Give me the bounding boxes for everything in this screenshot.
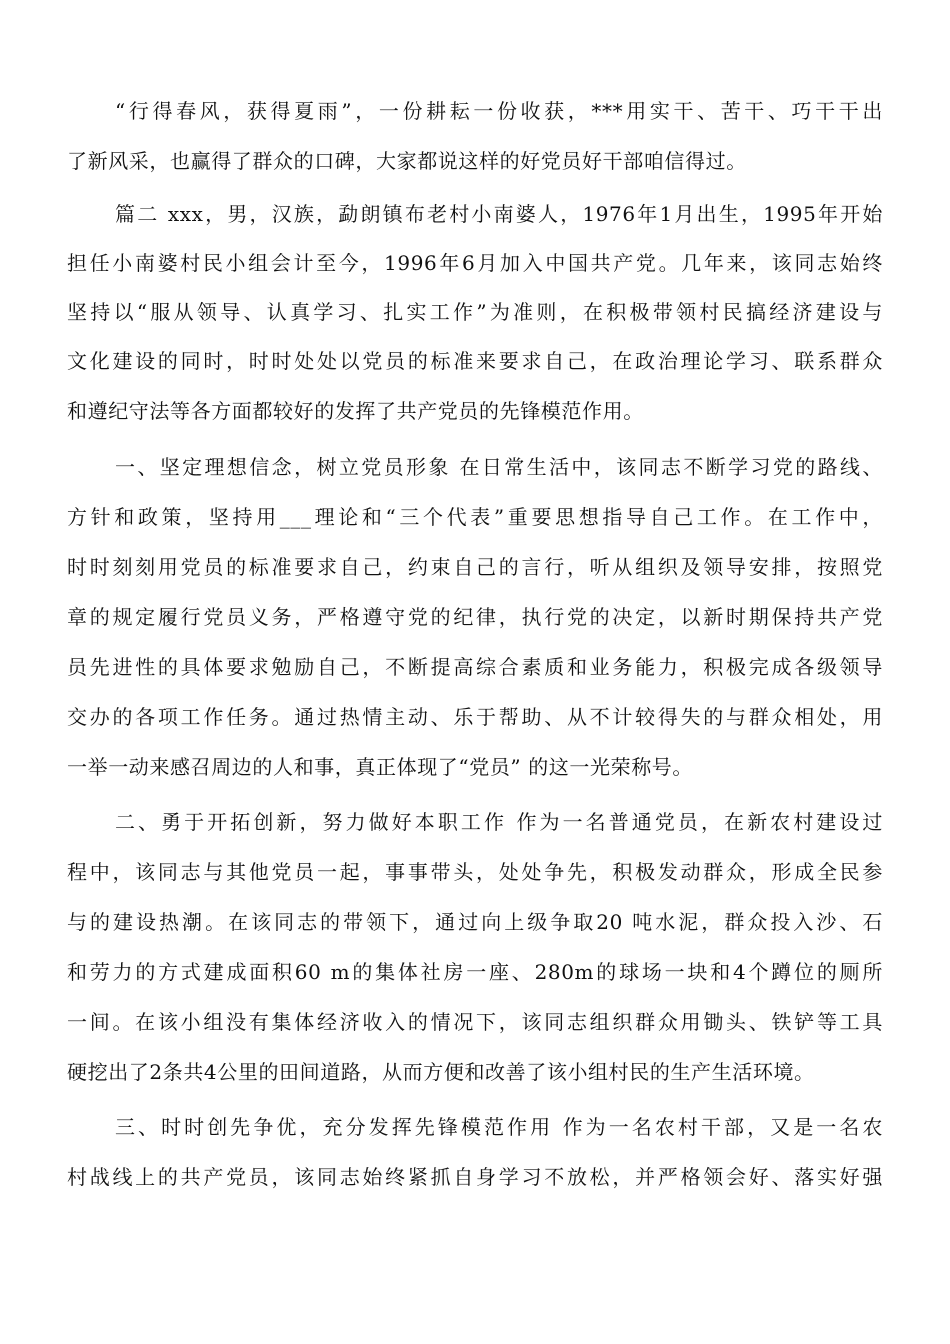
paragraph-3-line-4: 章的规定履行党员义务，严格遵守党的纪律，执行党的决定，以新时期保持共产党 [67,605,883,629]
paragraph-5-line-1: 三、时时创先争优，充分发挥先锋模范作用 作为一名农村干部，又是一名农 [115,1115,883,1139]
paragraph-5-line-2: 村战线上的共产党员，该同志始终紧抓自身学习不放松，并严格领会好、落实好强 [67,1165,883,1189]
paragraph-4-line-5: 一间。在该小组没有集体经济收入的情况下，该同志组织群众用锄头、铁铲等工具 [67,1010,883,1034]
paragraph-3-line-6: 交办的各项工作任务。通过热情主动、乐于帮助、从不计较得失的与群众相处，用 [67,705,883,729]
paragraph-1-line-1: “行得春风，获得夏雨”，一份耕耘一份收获，***用实干、苦干、巧干干出 [115,99,883,123]
paragraph-3-line-5: 员先进性的具体要求勉励自己，不断提高综合素质和业务能力，积极完成各级领导 [67,655,883,679]
paragraph-3-line-2: 方针和政策，坚持用___理论和“三个代表”重要思想指导自己工作。在工作中， [67,505,883,529]
paragraph-3-line-1: 一、坚定理想信念，树立党员形象 在日常生活中，该同志不断学习党的路线、 [115,455,883,479]
paragraph-4-line-6: 硬挖出了2条共4公里的田间道路，从而方便和改善了该小组村民的生产生活环境。 [67,1060,815,1084]
paragraph-4-line-4: 和劳力的方式建成面积60 m的集体社房一座、280m的球场一块和4个蹲位的厕所 [67,960,883,984]
paragraph-2-line-4: 文化建设的同时，时时处处以党员的标准来要求自己，在政治理论学习、联系群众 [67,349,883,373]
paragraph-4-line-2: 程中，该同志与其他党员一起，事事带头，处处争先，积极发动群众，形成全民参 [67,860,883,884]
paragraph-2-line-5: 和遵纪守法等各方面都较好的发挥了共产党员的先锋模范作用。 [67,399,644,423]
paragraph-3-line-7: 一举一动来感召周边的人和事，真正体现了“党员” 的这一光荣称号。 [67,755,694,779]
paragraph-3-line-3: 时时刻刻用党员的标准要求自己，约束自己的言行，听从组织及领导安排，按照党 [67,555,883,579]
paragraph-4-line-1: 二、勇于开拓创新，努力做好本职工作 作为一名普通党员，在新农村建设过 [115,810,883,834]
paragraph-2-line-3: 坚持以“服从领导、认真学习、扎实工作”为准则，在积极带领村民搞经济建设与 [67,300,883,324]
paragraph-2-line-2: 担任小南婆村民小组会计至今，1996年6月加入中国共产党。几年来，该同志始终 [67,251,883,275]
paragraph-4-line-3: 与的建设热潮。在该同志的带领下，通过向上级争取20 吨水泥，群众投入沙、石 [67,910,883,934]
paragraph-2-line-1: 篇二 xxx，男，汉族，勐朗镇布老村小南婆人，1976年1月出生，1995年开始 [115,202,883,226]
paragraph-1-line-2: 了新风采，也赢得了群众的口碑，大家都说这样的好党员好干部咱信得过。 [67,149,747,173]
